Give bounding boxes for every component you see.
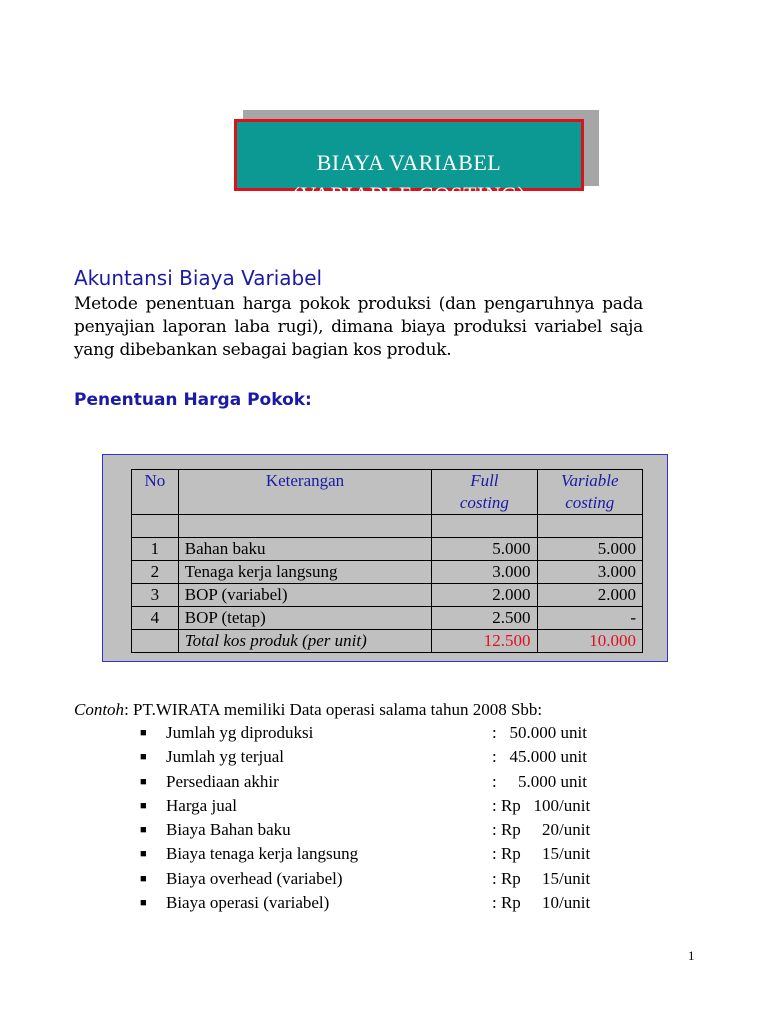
example-intro xyxy=(74,700,542,720)
section-heading-akuntansi: Akuntansi Biaya Variabel xyxy=(74,266,323,290)
title-line-2: (VARIABLE COSTING) xyxy=(292,182,526,207)
table-total-row xyxy=(132,630,643,653)
bullet-icon: ■ xyxy=(140,824,147,837)
table-row: 3 BOP (variabel) 2.000 2.000 xyxy=(132,584,643,607)
cost-table xyxy=(131,469,643,653)
table-spacer-row xyxy=(132,515,643,538)
bullet-icon: ■ xyxy=(140,897,147,910)
example-intro-text: : PT.WIRATA memiliki Data operasi salama tahun 2008 Sbb: xyxy=(124,700,543,719)
header-variable-line1: Variable xyxy=(560,471,619,490)
header-variable-line2: costing xyxy=(565,493,615,512)
section-heading-harga-pokok: Penentuan Harga Pokok: xyxy=(74,390,312,410)
title-box xyxy=(234,119,584,207)
header-full-line2: costing xyxy=(459,493,509,512)
table-row: 1 Bahan baku 5.000 5.000 xyxy=(132,538,643,561)
definition-paragraph: Metode penentuan harga pokok produksi (dan pengaruhnya pada penyajian laporan laba rugi), dimana biaya produksi variabel saja yang dibebankan sebagai bagian kos produk. xyxy=(74,294,643,360)
header-no: No xyxy=(132,470,179,515)
cost-table-panel xyxy=(102,454,668,662)
example-label: Contoh xyxy=(74,700,125,719)
bullet-icon: ■ xyxy=(140,872,147,885)
table-row: 2 Tenaga kerja langsung 3.000 3.000 xyxy=(132,561,643,584)
header-full-costing xyxy=(432,470,537,515)
header-variable-costing xyxy=(537,470,642,515)
total-label: Total kos produk (per unit) xyxy=(178,630,431,653)
table-row: 4 BOP (tetap) 2.500 - xyxy=(132,607,643,630)
bullet-icon: ■ xyxy=(140,727,147,739)
total-variable-costing: 10.000 xyxy=(537,630,642,653)
bullet-icon: ■ xyxy=(140,848,147,861)
title-line-1: BIAYA VARIABEL xyxy=(316,150,502,175)
page-number: 1 xyxy=(688,948,695,963)
bullet-icon: ■ xyxy=(140,751,147,764)
header-full-line1: Full xyxy=(470,471,499,490)
bullet-icon: ■ xyxy=(140,799,147,812)
header-keterangan: Keterangan xyxy=(178,470,431,515)
total-full-costing: 12.500 xyxy=(432,630,537,653)
table-header-row xyxy=(132,470,643,515)
bullet-icon: ■ xyxy=(140,775,147,788)
